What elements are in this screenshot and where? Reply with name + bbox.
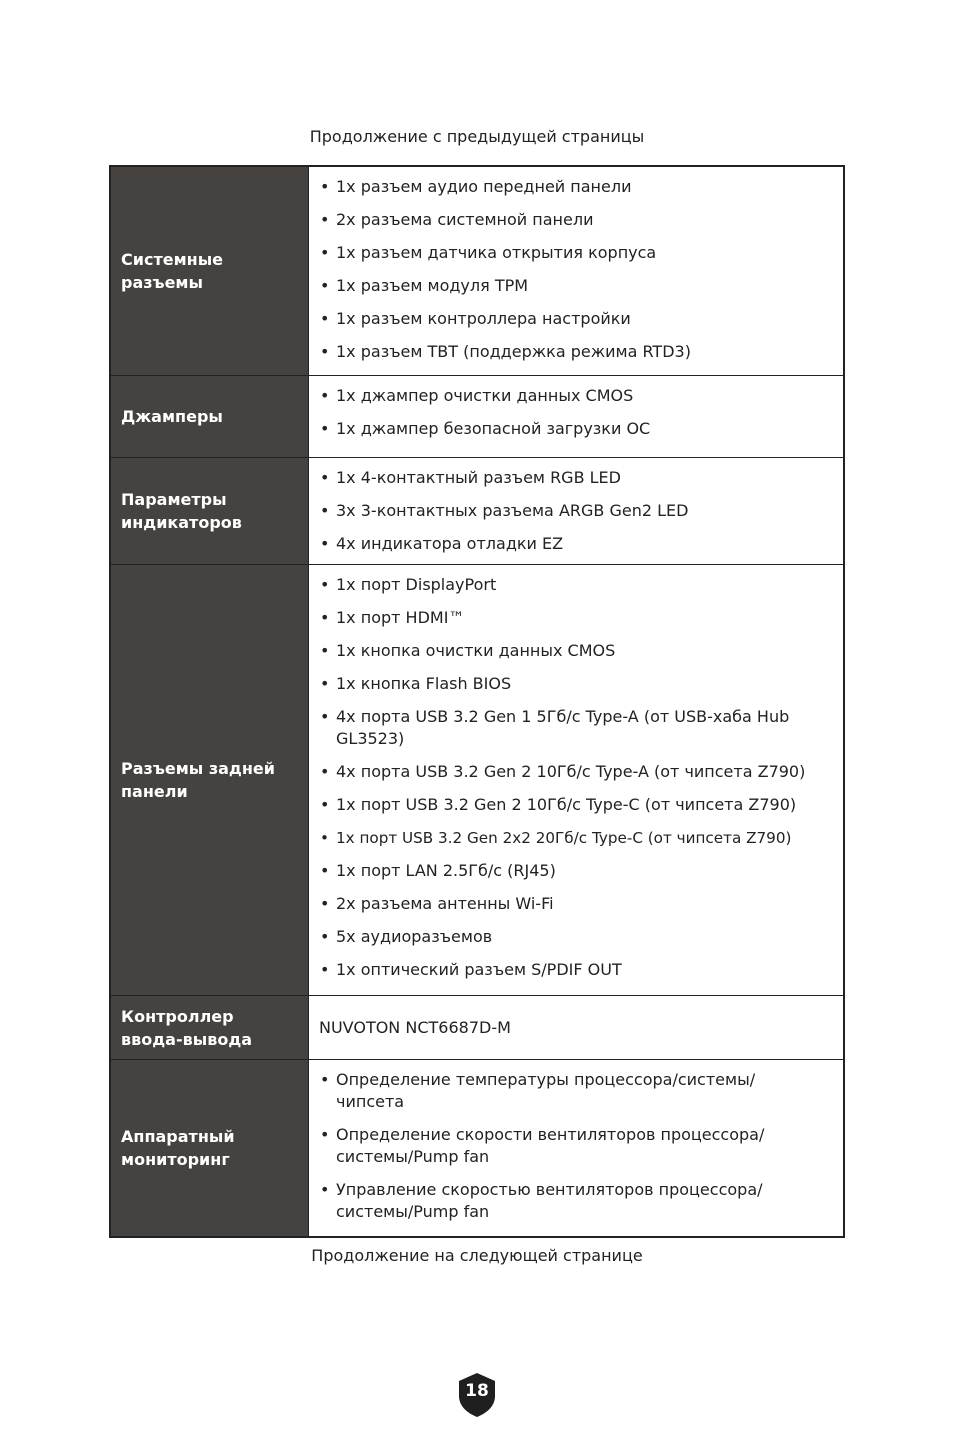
row-label: Контроллер ввода-вывода [111,996,309,1059]
continued-from-caption: Продолжение с предыдущей страницы [309,127,645,146]
list-item: • 1x разъем контроллера настройки [319,308,833,330]
page-number-badge [458,1372,496,1418]
list-item: • 4x индикатора отладки EZ [319,533,833,555]
list-item: • 1x порт LAN 2.5Гб/с (RJ45) [319,860,833,882]
list-item: • 1x джампер безопасной загрузки ОС [319,418,833,440]
list-item: • 5x аудиоразъемов [319,926,833,948]
list-item: • 1x порт DisplayPort [319,574,833,596]
row-label: Разъемы задней панели [111,565,309,995]
row-label: Параметры индикаторов [111,458,309,564]
list-item: • Определение температуры процессора/системы/ чипсета [319,1069,833,1113]
list-item: • 1x порт HDMI™ [319,607,833,629]
table-row [111,375,843,457]
list-item: • 1x 4-контактный разъем RGB LED [319,467,833,489]
row-values [309,167,843,375]
continued-on-caption: Продолжение на следующей странице [311,1246,643,1265]
row-values [309,458,843,564]
list-item: • 1x порт USB 3.2 Gen 2 10Гб/с Type-C (от чипсета Z790) [319,794,833,816]
list-item: • Определение скорости вентиляторов процессора/ системы/Pump fan [319,1124,833,1168]
row-values [309,376,843,457]
table-row [111,457,843,564]
list-item: • 1x разъем аудио передней панели [319,176,833,198]
row-label: Системные разъемы [111,167,309,375]
row-values [309,1060,843,1236]
spec-table [109,165,845,1238]
page-number: 18 [465,1381,489,1401]
table-row [111,564,843,995]
row-label: Аппаратный мониторинг [111,1060,309,1236]
list-item: • 1x оптический разъем S/PDIF OUT [319,959,833,981]
list-item: • 1x джампер очистки данных CMOS [319,385,833,407]
list-item: • 1x разъем датчика открытия корпуса [319,242,833,264]
list-item: • 4x порта USB 3.2 Gen 1 5Гб/с Type-A (от USB-хаба Hub GL3523) [319,706,833,750]
list-item: • 2x разъема антенны Wi-Fi [319,893,833,915]
list-item: • 1x порт USB 3.2 Gen 2x2 20Гб/с Type-C (от чипсета Z790) [319,827,833,849]
list-item: • 4x порта USB 3.2 Gen 2 10Гб/с Type-A (от чипсета Z790) [319,761,833,783]
table-row [111,995,843,1059]
list-item: • 1x кнопка Flash BIOS [319,673,833,695]
table-row [111,1059,843,1236]
io-controller-value: NUVOTON NCT6687D-M [319,1017,511,1037]
row-label: Джамперы [111,376,309,457]
list-item: • 2x разъема системной панели [319,209,833,231]
row-values [309,565,843,995]
row-values [309,996,843,1059]
list-item: • 3x 3-контактных разъема ARGB Gen2 LED [319,500,833,522]
list-item: • 1x разъем TBT (поддержка режима RTD3) [319,341,833,363]
list-item: • 1x разъем модуля TPM [319,275,833,297]
table-row [111,167,843,375]
list-item: • 1x кнопка очистки данных CMOS [319,640,833,662]
list-item: • Управление скоростью вентиляторов процессора/ системы/Pump fan [319,1179,833,1223]
